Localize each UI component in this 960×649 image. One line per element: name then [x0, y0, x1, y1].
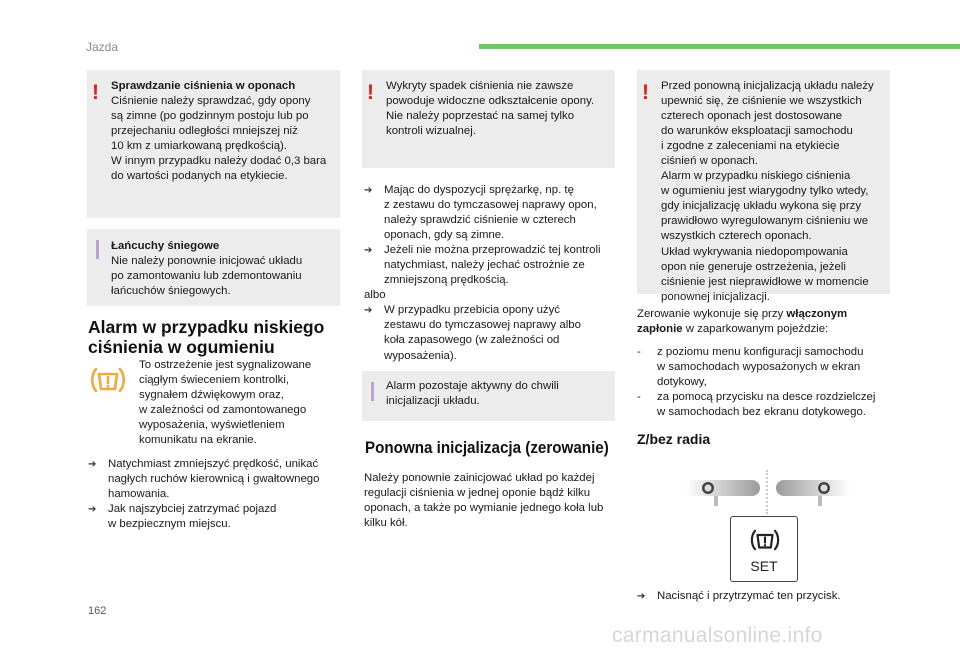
reset-description: Należy ponownie zainicjować układ po każdej regulacji ciśnienia w jednej oponie bądź kilku oponach, a także po wymianie jednego koła lub kilku kół.: [364, 472, 604, 530]
info-box-text: Nie należy ponownie inicjować układu po zamontowaniu lub zdemontowaniu łańcuchów śniegowych.: [111, 255, 303, 298]
set-button-label: SET: [750, 558, 778, 574]
section-heading-reset: Ponowna inicjalizacja (zerowanie): [365, 439, 609, 457]
reset-methods-list: [637, 345, 897, 420]
tpms-set-button[interactable]: [730, 516, 798, 582]
page-number: 162: [88, 605, 107, 617]
list-item: ➔ W przypadku przebicia opony użyć zestawu do tymczasowej naprawy albo koła zapasowego (w zależności od wyposażenia).: [364, 303, 618, 363]
section-heading-radio: Z/bez radia: [637, 431, 711, 447]
list-item: ➔ Jeżeli nie można przeprowadzić tej kontroli natychmiast, należy jechać ostrożnie ze zmniejszoną prędkością.: [364, 243, 618, 288]
steering-stalk-right-illustration: [774, 474, 850, 508]
arrow-bullet-icon: ➔: [364, 185, 373, 196]
warning-box-drop: [362, 70, 615, 168]
arrow-bullet-icon: ➔: [364, 305, 373, 317]
arrow-bullet-icon: ➔: [364, 245, 373, 257]
warning-box-text: Przed ponowną inicjalizacją układu należy upewnić się, że ciśnienie we wszystkich czterech oponach jest dostosowane do warunków eksploatacji samochodu i zgodne z zaleceniami na etykiecie ciśnień w oponach. Alarm w przypadku niskiego ciśnienia w ogumieniu jest wiarygodny tylko wtedy, gdy inicjalizację układu wykona się przy prawidłowo wyregulowanym ciśnieniu we wszystkich czterech oponach. Układ wykrywania niedopompowania opon nie generuje ostrzeżenia, jeżeli ciśnienie jest nieprawidłowe w momencie ponownej inicjalizacji.: [661, 80, 874, 303]
warning-exclamation-icon: !: [642, 81, 649, 104]
tpms-icon: [750, 527, 780, 553]
arrow-bullet-icon: ➔: [637, 591, 646, 602]
info-box-title: Łańcuchy śniegowe: [111, 240, 220, 252]
watermark-text: carmanualsonline.info: [612, 624, 823, 647]
warning-box-text: Ciśnienie należy sprawdzać, gdy opony są zimne (po godzinnym postoju lub po przejechaniu odległości mniejszej niż 10 km z umiarkowaną prędkością). W innym przypadku należy dodać 0,3 bara do wartości podanych na etykiecie.: [111, 95, 327, 183]
alarm-description: To ostrzeżenie jest sygnalizowane ciągłym świeceniem kontrolki, sygnałem dźwiękowym oraz, w zależności od zamontowanego wyposażenia, wyświetleniem komunikatu na ekranie.: [139, 359, 312, 447]
list-item: ➔ Jak najszybciej zatrzymać pojazd w bezpiecznym miejscu.: [88, 502, 343, 532]
info-marker-icon: [371, 382, 374, 401]
warning-box-before-reset: [637, 70, 890, 303]
arrow-bullet-icon: ➔: [88, 459, 97, 470]
reset-intro: Zerowanie wykonuje się przy włączonym zapłonie w zaparkowanym pojeździe:: [637, 308, 848, 336]
steering-stalk-left-illustration: [686, 474, 762, 508]
info-box-chains: [87, 229, 340, 306]
list-item: - z poziomu menu konfiguracji samochodu w samochodach wyposażonych w ekran dotykowy,: [637, 346, 864, 389]
press-instruction: [637, 589, 893, 604]
arrow-bullet-icon: ➔: [88, 504, 97, 516]
section-heading-alarm: Alarm w przypadku niskiego ciśnienia w ogumieniu: [88, 317, 325, 358]
warning-box-title: Sprawdzanie ciśnienia w oponach: [111, 80, 296, 92]
section-label: Jazda: [86, 40, 119, 54]
info-marker-icon: [96, 240, 99, 259]
info-box-text: Alarm pozostaje aktywny do chwili inicjalizacji układu.: [386, 380, 559, 408]
list-item: - za pomocą przycisku na desce rozdzielczej w samochodach bez ekranu dotykowego.: [637, 391, 876, 419]
list-item: ➔ Natychmiast zmniejszyć prędkość, unikać nagłych ruchów kierownicą i gwałtownego hamowania.: [88, 457, 343, 502]
check-pressure-list: [364, 183, 618, 364]
info-box-active: [362, 371, 615, 421]
divider-dotted: [766, 470, 768, 514]
alarm-action-list: [88, 457, 343, 532]
section-accent-bar: [479, 44, 960, 49]
warning-box-text: Wykryty spadek ciśnienia nie zawsze powoduje widoczne odkształcenie opony. Nie należy poprzestać na samej tylko kontroli wizualnej.: [386, 80, 595, 138]
tpms-warning-lamp-icon: [90, 365, 126, 395]
list-item: ➔ Nacisnąć i przytrzymać ten przycisk.: [637, 589, 893, 604]
or-label: albo: [364, 289, 386, 302]
warning-exclamation-icon: !: [92, 81, 99, 104]
warning-box-pressure: [87, 70, 340, 218]
list-item: ➔ Mając do dyspozycji sprężarkę, np. tę z zestawu do tymczasowej naprawy opon, należy sprawdzić ciśnienie w czterech oponach, gdy są zimne.: [364, 183, 618, 243]
warning-exclamation-icon: !: [367, 81, 374, 104]
